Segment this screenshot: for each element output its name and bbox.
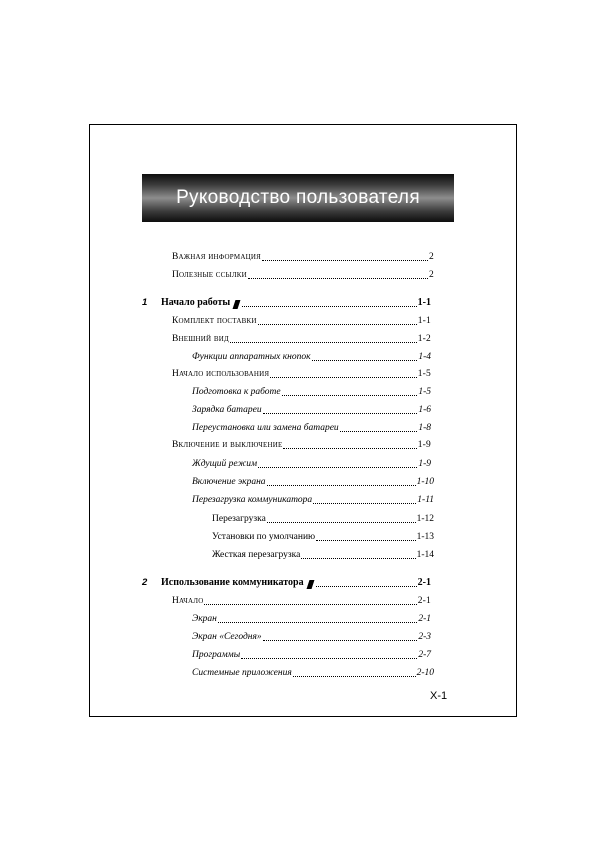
toc-entry[interactable]: Жесткая перезагрузка 1-14: [212, 550, 434, 560]
toc-entry[interactable]: Системные приложения 2-10: [192, 668, 434, 678]
toc-entry[interactable]: Экран 2-1: [192, 614, 431, 624]
toc-entry[interactable]: Переустановка или замена батареи 1-8: [192, 423, 431, 433]
toc-entry[interactable]: Программы 2-7: [192, 650, 431, 660]
toc-entry[interactable]: Комплект поставки 1-1: [172, 316, 431, 326]
toc-entry[interactable]: Внешний вид 1-2: [172, 334, 431, 344]
toc-entry-important-info[interactable]: Важная информация 2: [172, 252, 434, 262]
toc-entry[interactable]: Начало 2-1: [172, 596, 431, 606]
document-title: Руководство пользователя: [176, 187, 420, 208]
chapter-number: 2: [142, 577, 148, 588]
toc-entry[interactable]: Перезагрузка коммуникатора 1-11: [192, 495, 434, 505]
page-number: X-1: [430, 690, 448, 702]
toc-entry[interactable]: Начало использования 1-5: [172, 369, 431, 379]
toc-chapter-1[interactable]: Начало работы 1-1: [161, 297, 431, 308]
chapter-number: 1: [142, 297, 148, 308]
toc-entry[interactable]: Перезагрузка 1-12: [212, 514, 434, 524]
chapter-marker-icon: [306, 580, 314, 589]
toc-entry[interactable]: Включение и выключение 1-9: [172, 440, 431, 450]
toc-entry[interactable]: Зарядка батареи 1-6: [192, 405, 431, 415]
toc-entry[interactable]: Экран «Сегодня» 2-3: [192, 632, 431, 642]
toc-entry[interactable]: Подготовка к работе 1-5: [192, 387, 431, 397]
toc-entry[interactable]: Ждущий режим 1-9: [192, 459, 431, 469]
toc-entry[interactable]: Функции аппаратных кнопок 1-4: [192, 352, 431, 362]
toc-entry-useful-links[interactable]: Полезные ссылки 2: [172, 270, 434, 280]
toc-entry[interactable]: Включение экрана 1-10: [192, 477, 434, 487]
toc-entry[interactable]: Установки по умолчанию 1-13: [212, 532, 434, 542]
toc-chapter-2[interactable]: Использование коммуникатора 2-1: [161, 577, 431, 588]
chapter-marker-icon: [233, 300, 241, 309]
